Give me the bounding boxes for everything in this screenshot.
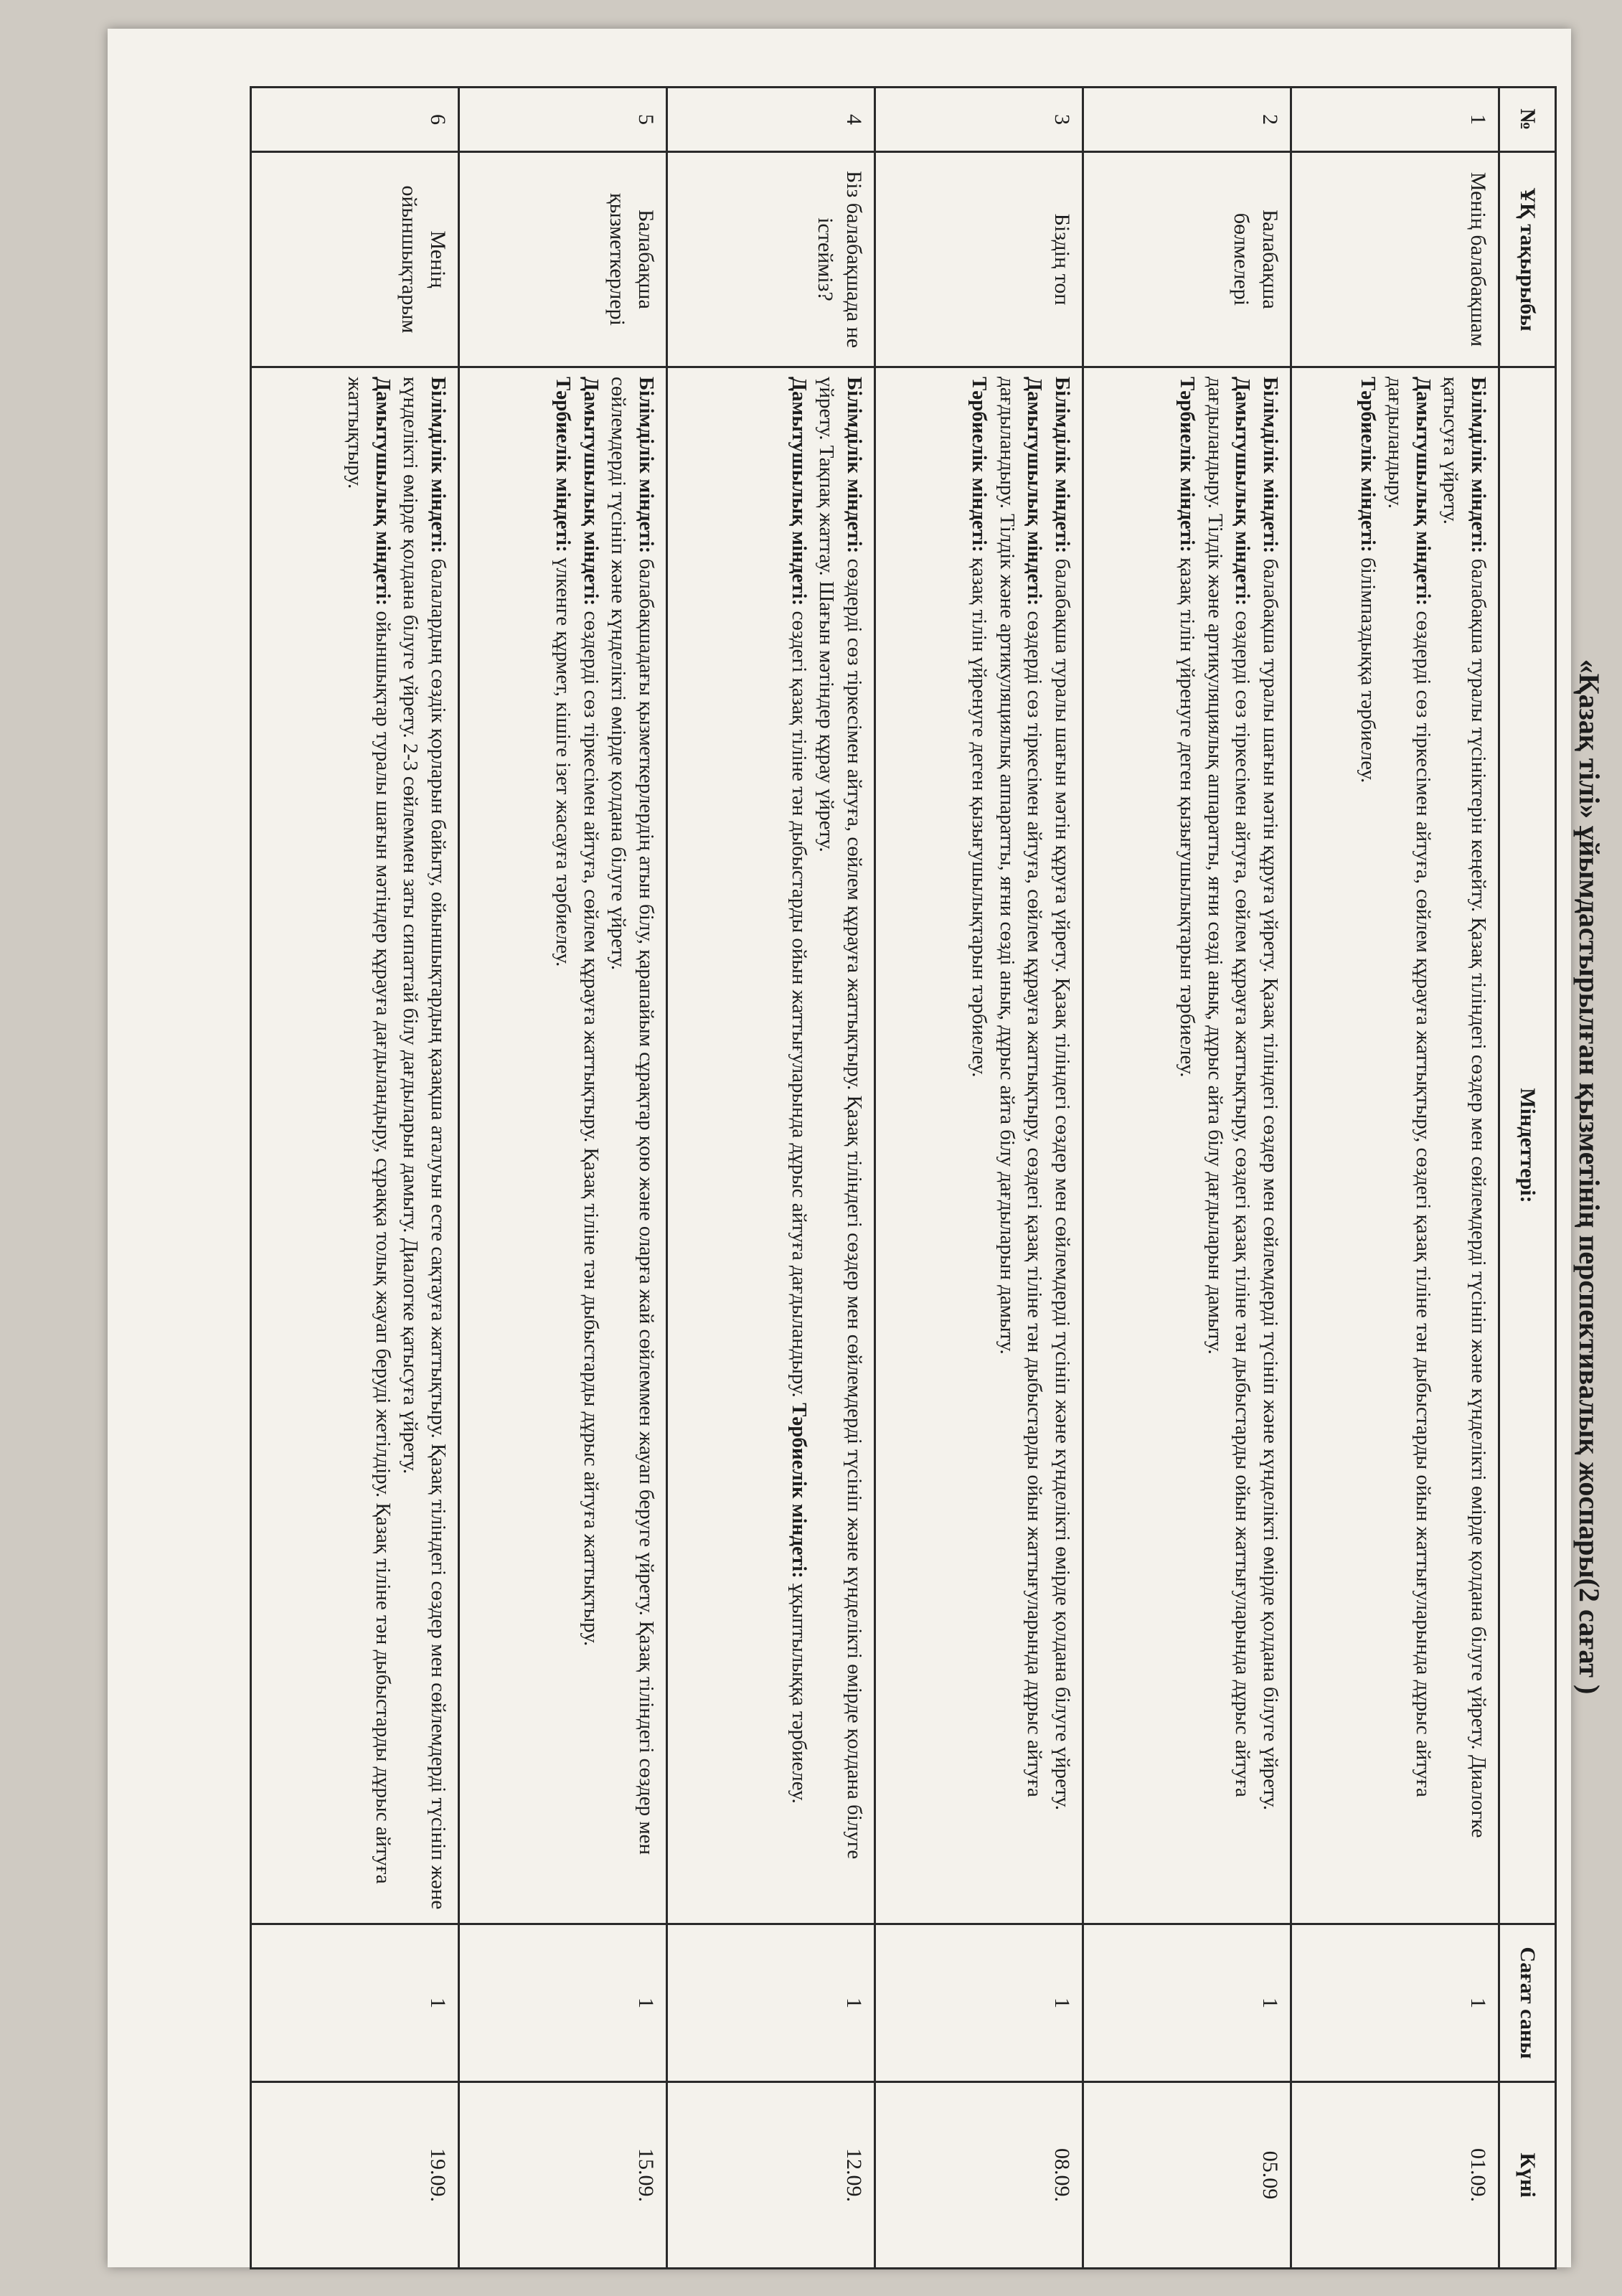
row-topic: Балабақша бөлмелері [1083,152,1291,367]
table-row [1291,88,1499,2269]
task-text: ұқыптылыққа тәрбиелеу. [787,1578,811,1804]
task-line [966,377,994,1914]
task-text: сөздерді сөз тіркесімен айтуға, сөйлем құрауға жаттықтыру, сөздегі қазақ тіліне тән дыбыстарды ойын жаттығуларында дұрыс айтуға дағдыландыру. Тілдік және артикуляциялық аппаратты, яғни сөзді анық, дұрыс айта білу дағдыларын дамыту. [995,377,1047,1797]
row-hours: 1 [1291,1924,1499,2082]
task-text: сөздерді сөз тіркесімен айтуға, сөйлем құрауға жаттықтыру, сөздегі қазақ тіліне тән дыбыстарды ойын жаттығуларында дұрыс айтуға дағдыландыру. [1384,377,1435,1797]
task-line [1382,377,1437,1914]
row-date: 15.09. [459,2082,667,2269]
row-number: 6 [251,88,459,152]
task-text: сөздерді сөз тіркесімен айтуға, сөйлем құрауға жаттықтыру, сөздегі қазақ тіліне тән дыбыстарды ойын жаттығуларында дұрыс айтуға дағдыландыру. Тілдік және артикуляциялық аппаратты, яғни сөзді анық, дұрыс айта білу дағдыларын дамыту. [1203,377,1255,1797]
column-header-hours: Сағат саны [1499,1924,1556,2082]
table-row [875,88,1083,2269]
task-label: Дамытушылық міндеті: [1023,377,1047,606]
task-label: Дамытушылық міндеті: [579,377,603,606]
row-number: 2 [1083,88,1291,152]
task-line [1437,377,1492,1914]
task-label: Тәрбиелік міндеті: [787,1403,811,1578]
row-hours: 1 [459,1924,667,2082]
plan-table [250,86,1557,2269]
row-tasks [1291,367,1499,1924]
row-hours: 1 [251,1924,459,2082]
task-label: Тәрбиелік міндеті: [968,377,991,552]
task-line [1256,377,1284,1914]
task-text: ойыншықтар туралы шағын мәтіндер құрауға дағдыландыру, сұраққа толық жауап беруді жетілдіру. Қазақ тіліне тән дыбыстарды дұрыс айтуға жаттықтыру. [344,377,395,1884]
task-label: Тәрбиелік міндеті: [552,377,575,552]
task-line [1201,377,1256,1914]
task-text: балабақшадағы қызметкерлердің атын білу, қарапайым сұрақтар қою және оларға жай сөйлеммен жауап беруге үйрету. Қазақ тіліндегі сөздер мен сөйлемдерді түсініп және күнделікті өмірде қолдана білуге үйрету. [607,377,658,1855]
task-text: балабақша туралы шағын мәтін құруға үйрету. Қазақ тіліндегі сөздер мен сөйлемдерді түсініп және күнделікті өмірде қолдана білуге үйрету. [1051,553,1074,1810]
document-title: «Қазақ тілі» ұйымдастырылған қызметінің перспективалық жоспары(2 сағат ) [1573,659,1606,1695]
row-topic: Біздің топ [875,152,1083,367]
task-label: Тәрбиелік міндеті: [1176,377,1199,552]
row-number: 1 [1291,88,1499,152]
task-line [1174,377,1202,1914]
row-tasks [459,367,667,1924]
task-text: сөздегі қазақ тіліне тән дыбыстарды ойын жаттығуларында дұрыс айтуға дағдыландыру. [787,606,811,1398]
row-date: 08.09. [875,2082,1083,2269]
row-topic: Менің балабақшам [1291,152,1499,367]
task-line [1048,377,1076,1914]
task-line [550,377,577,1914]
task-text: сөздерді сөз тіркесімен айтуға, сөйлем құрауға жаттықтыру. Қазақ тіліне тән дыбыстарды дұрыс айтуға жаттықтыру. [579,606,603,1647]
table-row [667,88,875,2269]
row-topic: Біз балабақшада не істейміз? [667,152,875,367]
task-text: қазақ тілін үйренуге деген қызығушылықтарын тәрбиелеу. [968,552,991,1078]
row-tasks [1083,367,1291,1924]
row-date: 01.09. [1291,2082,1499,2269]
document-page [215,86,1621,2267]
task-label: Білімділік міндеті: [1467,377,1490,554]
task-line [1354,377,1382,1914]
task-label: Білімділік міндеті: [843,377,866,554]
table-header-row [1499,88,1556,2269]
row-tasks [875,367,1083,1924]
row-hours: 1 [1083,1924,1291,2082]
column-header-number: № [1499,88,1556,152]
task-label: Тәрбиелік міндеті: [1356,377,1380,552]
row-hours: 1 [875,1924,1083,2082]
task-label: Дамытушылық міндеті: [371,377,395,606]
task-label: Дамытушылық міндеті: [1411,377,1435,606]
task-label: Білімділік міндеті: [635,377,658,554]
paper-sheet [108,29,1606,2267]
row-topic: Балабақша қызметкерлері [459,152,667,367]
task-text: білімпаздыққа тәрбиелеу. [1356,552,1380,784]
task-text: үлкенге құрмет, кішіге ізет жасауға тәрбиелеу. [552,552,575,967]
row-number: 3 [875,88,1083,152]
task-text: балабақша туралы түсініктерін кеңейту. Қазақ тіліндегі сөздер мен сөйлемдерді түсініп және күнделікті өмірде қолдана білуге үйрету. Диалогке қатысуға үйрету. [1439,377,1490,1838]
task-line [993,377,1048,1914]
task-line [577,377,605,1914]
table-row [459,88,667,2269]
table-row [251,88,459,2269]
task-line [341,377,397,1914]
row-date: 05.09 [1083,2082,1291,2269]
task-label: Білімділік міндеті: [427,377,450,554]
row-tasks [667,367,875,1924]
task-line [605,377,660,1914]
task-text: балабақша туралы шағын мәтін құруға үйрету. Қазақ тіліндегі сөздер мен сөйлемдерді түсініп және күнделікті өмірде қолдана білуге үйрету. [1259,553,1282,1810]
row-date: 12.09. [667,2082,875,2269]
column-header-tasks: Міндеттері: [1499,367,1556,1924]
task-line [785,377,813,1914]
task-label: Білімділік міндеті: [1051,377,1074,554]
task-label: Дамытушылық міндеті: [1231,377,1255,606]
task-label: Білімділік міндеті: [1259,377,1282,554]
row-number: 4 [667,88,875,152]
row-date: 19.09. [251,2082,459,2269]
task-text: қазақ тілін үйренуге деген қызығушылықтарын тәрбиелеу. [1176,552,1199,1078]
task-text: сөздерді сөз тіркесімен айтуға, сөйлем құрауға жаттықтыру. Қазақ тіліндегі сөздер мен сөйлемдерді түсініп және күнделікті өмірде қолдана білуге үйрету. Тақпақ жаттау. Шағын мәтіндер құрау үйрету. [815,377,866,1860]
row-number: 5 [459,88,667,152]
task-text: балалардың сөздік қорларын байыту, ойыншықтардың қазақша аталуын есте сақтауға жаттықтыру. Қазақ тіліндегі сөздер мен сөйлемдерді түсініп және күнделікті өмірде қолдана білуге үйрету. 2-3 сөйлеммен заты сипаттай білу дағдыларын дамыту. Диалогке қатысуға үйрету. [399,377,450,1910]
row-topic: Менің ойыншықтарым [251,152,459,367]
row-hours: 1 [667,1924,875,2082]
task-label: Дамытушылық міндеті: [787,377,811,606]
task-line [813,377,868,1914]
column-header-topic: ҰҚ тақырыбы [1499,152,1556,367]
row-tasks [251,367,459,1924]
table-row [1083,88,1291,2269]
column-header-date: Күні [1499,2082,1556,2269]
task-line [397,377,452,1914]
